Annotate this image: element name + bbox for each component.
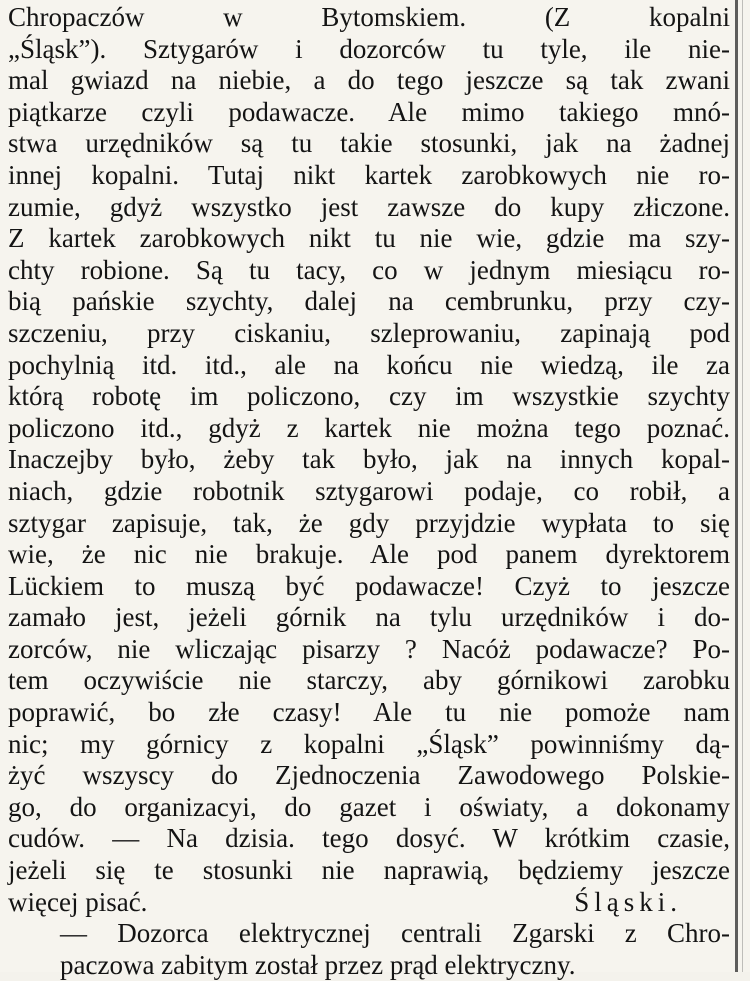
article-line-with-signature <box>8 887 730 919</box>
column-rule <box>735 0 738 972</box>
column-rule-shadow <box>742 0 743 972</box>
article-signature: Śląski. <box>574 886 682 917</box>
article-line: tem oczywiście nie starczy, aby górnikowi zarobku <box>8 665 730 696</box>
article-line: chty robione. Są tu tacy, co w jednym miesiącu ro- <box>8 254 730 285</box>
article-line: którą robotę im policzono, czy im wszystkie szychty <box>8 381 730 412</box>
article-line: jeżeli się te stosunki nie naprawią, będziemy jeszcze <box>8 855 730 886</box>
article-line: sztygar zapisuje, tak, że gdy przyjdzie wypłata to się <box>8 507 730 538</box>
article-line: pochylnią itd. itd., ale na końcu nie wiedzą, ile za <box>8 349 730 380</box>
article-line: piątkarze czyli podawacze. Ale mimo takiego mnó- <box>8 96 730 127</box>
article-line: mal gwiazd na niebie, a do tego jeszcze są tak zwani <box>8 65 730 96</box>
article-line: go, do organizacyi, do gazet i oświaty, a dokonamy <box>8 791 730 822</box>
article-line: Inaczejby było, żeby tak było, jak na innych kopal- <box>8 444 730 475</box>
article-line: żyć wszyscy do Zjednoczenia Zawodowego Polskie- <box>8 760 730 791</box>
article-line: nic; my górnicy z kopalni „Śląsk” powinniśmy dą- <box>8 728 730 759</box>
article-line: więcej pisać. <box>8 886 148 917</box>
article-line: zorców, nie wliczając pisarzy ? Nacóż podawacze? Po- <box>8 633 730 664</box>
article-line: — Dozorca elektrycznej centrali Zgarski z Chro- <box>60 918 730 949</box>
article-line: szczeniu, przy ciskaniu, szleprowaniu, zapinają pod <box>8 317 730 348</box>
article-line: policzono itd., gdyż z kartek nie można tego poznać. <box>8 412 730 443</box>
article-line: poprawić, bo złe czasy! Ale tu nie pomoże nam <box>8 697 730 728</box>
article-line: bią pańskie szychty, dalej na cembrunku, przy czy- <box>8 286 730 317</box>
article-line: Chropaczów w Bytomskiem. (Z kopalni <box>8 2 730 32</box>
article-line: paczowa zabitym został przez prąd elektryczny. <box>60 949 576 980</box>
article-line: „Śląsk”). Sztygarów i dozorców tu tyle, ile nie- <box>8 33 730 64</box>
article-line: zumie, gdyż wszystko jest zawsze do kupy złiczone. <box>8 191 730 222</box>
article-line: zamało jest, jeżeli górnik na tylu urzędników i do- <box>8 602 730 633</box>
article-line: niach, gdzie robotnik sztygarowi podaje, co robił, a <box>8 475 730 506</box>
article-line: Z kartek zarobkowych nikt tu nie wie, gdzie ma szy- <box>8 223 730 254</box>
article-line: cudów. — Na dzisia. tego dosyć. W krótkim czasie, <box>8 823 730 854</box>
article-line: innej kopalni. Tutaj nikt kartek zarobkowych nie ro- <box>8 159 730 190</box>
article-line: stwa urzędników są tu takie stosunki, jak na żadnej <box>8 128 730 159</box>
article-line: Lückiem to muszą być podawacze! Czyż to jeszcze <box>8 570 730 601</box>
article-column <box>8 2 730 981</box>
article-line: wie, że nic nie brakuje. Ale pod panem dyrektorem <box>8 539 730 570</box>
